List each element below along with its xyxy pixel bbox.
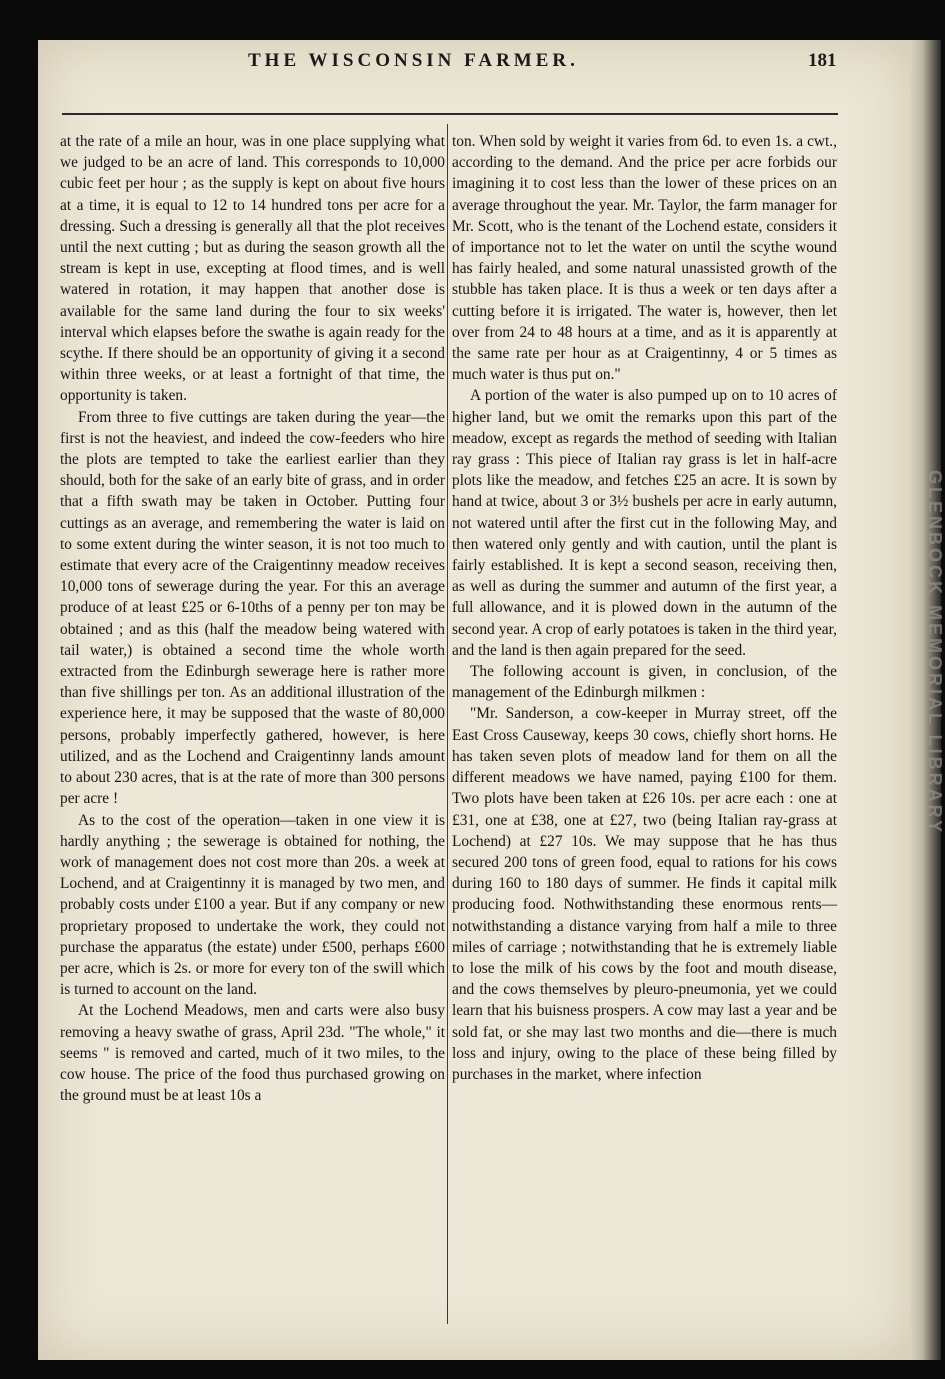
paragraph: ton. When sold by weight it varies from 6d. to even 1s. a cwt., according to the demand. And the price per acre forbids our imagining it to cost less than the lower of these prices on an average throughout the year. Mr. Taylor, the farm manager for Mr. Scott, who is the tenant of the Lochend estate, considers it of importance not to let the water on until the scythe wound has fairly healed, and some natural unassisted growth of the stubble has taken place. It is thus a week or ten days after a cutting before it is irrigated. The water is, however, then let over from 24 to 48 hours at a time, and as it is apparently at the same rate per hour as at Craigentinny, 4 or 5 times as much water is thus put on." [452, 133, 837, 384]
page-number: 181 [808, 50, 837, 71]
paragraph: The following account is given, in conclusion, of the management of the Edinburgh milkmen : [452, 663, 837, 702]
running-head [38, 50, 838, 80]
page-edge [910, 40, 945, 1360]
paragraph: A portion of the water is also pumped up on to 10 acres of higher land, but we omit the remarks upon this part of the meadow, except as regards the method of seeding with Italian ray grass : This piece of Italian ray grass is let in half-acre plots like the meadow, and fetches £25 an acre. It is sown by hand at twice, about 3 or 3½ bushels per acre in early autumn, not watered until after the first cut in the following May, and then watered only gently and with caution, until the plant is fairly established. It is kept a second season, receiving then, as well as during the summer and autumn of the first year, a full allowance, and it is plowed down in the autumn of the second year. A crop of early potatoes is taken in the third year, and the land is then again prepared for the seed. [452, 387, 837, 659]
header-rule [62, 113, 838, 115]
library-stamp: GLENBOCK MEMORIAL LIBRARY [925, 470, 945, 835]
publication-title: THE WISCONSIN FARMER. [248, 50, 579, 71]
paragraph: "Mr. Sanderson, a cow-keeper in Murray street, off the East Cross Causeway, keeps 30 cows, chiefly short horns. He has taken seven plots of meadow land for them on all the different meadows we have named, paying £100 for them. Two plots have been taken at £26 10s. per acre each : one at £31, one at £38, one at £27, two (being Italian ray-grass at Lochend) at £27 10s. We may suppose that he has thus secured 200 tons of green food, equal to rations for his cows during 160 to 180 days of summer. He finds it capital milk producing food. Nothwithstanding these enormous rents—notwithstanding a distance varying from half a mile to three miles of carriage ; notwithstanding that he is extremely liable to lose the milk of his cows by the foot and mouth disease, and the cows themselves by pleuro-pneumonia, yet we could learn that his buisness prospers. A cow may last a year and be sold fat, or she may last two months and die—there is much loss and injury, owing to the place of these being filled by purchases in the market, where infection [452, 705, 837, 1083]
paragraph: From three to five cuttings are taken during the year—the first is not the heaviest, and indeed the cow-feeders who hire the plots are tempted to take the earliest earlier than they should, both for the sake of an early bite of grass, and in order that a fifth swath may be taken in October. Putting four cuttings as an average, and remembering the water is laid on to some extent during the winter season, it is not too much to estimate that every acre of the Craigentinny meadow receives 10,000 tons of sewerage during the year. For this an average produce of at least £25 or 6-10ths of a penny per ton may be obtained ; and as this (half the meadow being watered with tail water,) is obtained a second time the whole worth extracted from the Edinburgh sewerage here is rather more than five shillings per ton. As an additional illustration of the experience here, it may be supposed that the waste of 80,000 persons, probably imperfectly gathered, however, is here utilized, and as the Lochend and Craigentinny lands amount to about 230 acres, that is at the rate of more than 300 persons per acre ! [60, 408, 445, 808]
paragraph: As to the cost of the operation—taken in one view it is hardly anything ; the sewerage is obtained for nothing, the work of management does not cost more than 20s. a week at Lochend, and at Craigentinny it is managed by two men, and probably costs under £100 a year. But if any company or new proprietary proposed to undertake the work, they could not purchase the apparatus (the estate) under £500, perhaps £600 per acre, which is 2s. or more for every ton of the swill which is turned to account on the land. [60, 811, 445, 999]
paragraph: At the Lochend Meadows, men and carts were also busy removing a heavy swathe of grass, April 23d. "The whole," it seems " is removed and carted, much of it two miles, to the cow house. The price of the food thus purchased growing on the ground must be at least 10s a [60, 1002, 445, 1105]
paragraph: at the rate of a mile an hour, was in one place supplying what we judged to be an acre of land. This corresponds to 10,000 cubic feet per hour ; as the supply is kept on about five hours at a time, it is equal to 12 to 14 hundred tons per acre for a dressing. Such a dressing is generally all that the plot receives until the next cutting ; but as during the season growth all the stream is kept in use, excepting at flood times, and is well watered in rotation, it may happen that another dose is available for the same land during the four to six weeks' interval which elapses before the swathe is again ready for the scythe. If there should be an opportunity of giving it a second within three weeks, or at least a fortnight of that time, the opportunity is taken. [60, 133, 445, 405]
left-column [60, 131, 445, 1106]
column-divider [447, 124, 448, 1324]
right-column [452, 131, 837, 1085]
